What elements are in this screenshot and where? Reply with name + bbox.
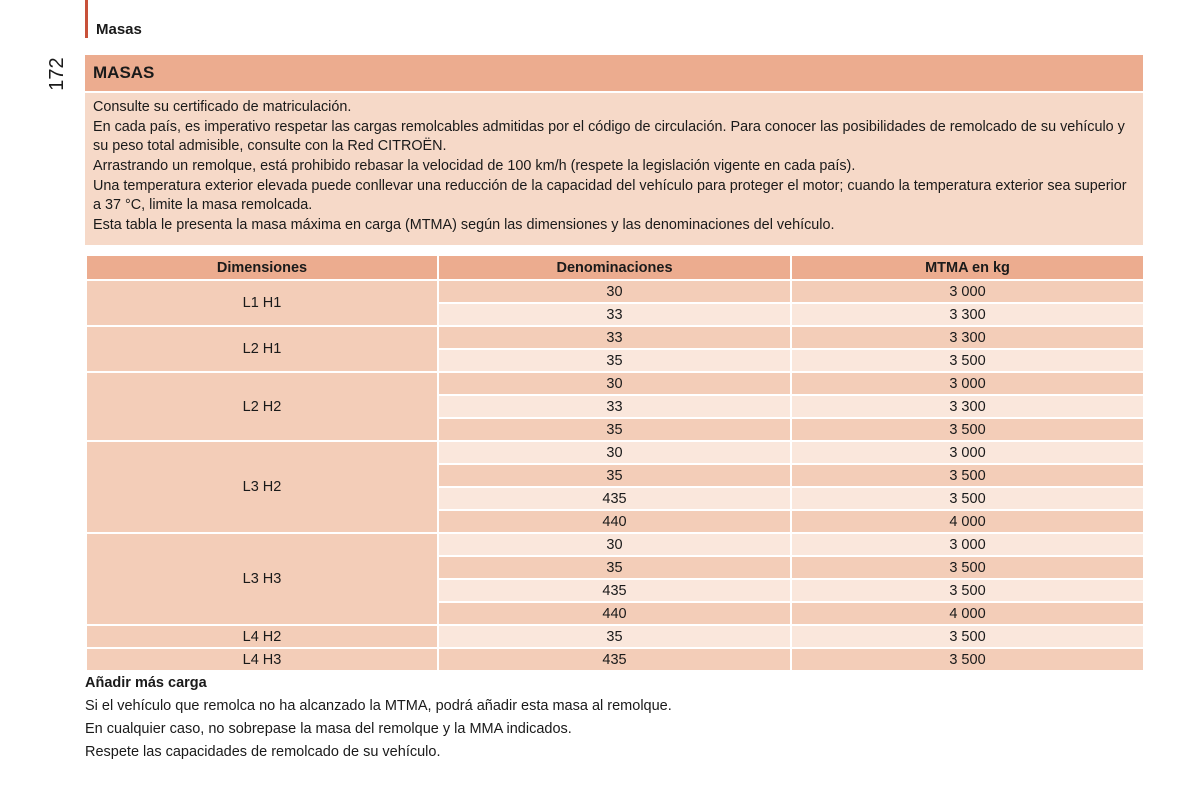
- dimension-cell: L1 H1: [86, 280, 438, 326]
- denomination-cell: 440: [438, 602, 791, 625]
- table-row: [86, 648, 1144, 671]
- table-header-row: [86, 255, 1144, 280]
- intro-paragraph: Consulte su certificado de matriculación.: [93, 99, 352, 115]
- dimension-cell: L3 H2: [86, 441, 438, 533]
- table-body: [86, 280, 1144, 671]
- column-header-dimensiones: Dimensiones: [86, 255, 438, 280]
- denomination-cell: 435: [438, 579, 791, 602]
- mass-table: [85, 254, 1145, 672]
- mtma-cell: 3 300: [791, 326, 1144, 349]
- mtma-cell: 3 500: [791, 487, 1144, 510]
- mtma-cell: 3 500: [791, 556, 1144, 579]
- dimension-cell: L3 H3: [86, 533, 438, 625]
- denomination-cell: 435: [438, 648, 791, 671]
- intro-paragraph: Arrastrando un remolque, está prohibido rebasar la velocidad de 100 km/h (respete la legislación vigente en cada país).: [93, 158, 856, 174]
- page-number: 172: [45, 57, 68, 91]
- mtma-cell: 3 500: [791, 464, 1144, 487]
- column-header-mtma: MTMA en kg: [791, 255, 1144, 280]
- table-row: [86, 372, 1144, 395]
- table-row: [86, 533, 1144, 556]
- mtma-cell: 3 500: [791, 418, 1144, 441]
- denomination-cell: 35: [438, 464, 791, 487]
- mtma-cell: 4 000: [791, 602, 1144, 625]
- table-row: [86, 280, 1144, 303]
- denomination-cell: 35: [438, 625, 791, 648]
- intro-title: MASAS: [85, 55, 1143, 93]
- table-row: [86, 441, 1144, 464]
- notes-title: Añadir más carga: [85, 675, 207, 691]
- dimension-cell: L4 H3: [86, 648, 438, 671]
- denomination-cell: 33: [438, 395, 791, 418]
- denomination-cell: 33: [438, 303, 791, 326]
- dimension-cell: L2 H1: [86, 326, 438, 372]
- notes-line: En cualquier caso, no sobrepase la masa del remolque y la MMA indicados.: [85, 721, 572, 737]
- intro-paragraph: Una temperatura exterior elevada puede conllevar una reducción de la capacidad del vehículo para proteger el motor; cuando la temperatura exterior sea superior a 37 °C, limite la masa remolcada.: [93, 178, 1127, 213]
- dimension-cell: L2 H2: [86, 372, 438, 441]
- notes-line: Si el vehículo que remolca no ha alcanzado la MTMA, podrá añadir esta masa al remolque.: [85, 698, 672, 714]
- dimension-cell: L4 H2: [86, 625, 438, 648]
- denomination-cell: 35: [438, 556, 791, 579]
- mtma-cell: 4 000: [791, 510, 1144, 533]
- table-row: [86, 625, 1144, 648]
- mtma-cell: 3 000: [791, 533, 1144, 556]
- denomination-cell: 30: [438, 372, 791, 395]
- column-header-denominaciones: Denominaciones: [438, 255, 791, 280]
- denomination-cell: 30: [438, 280, 791, 303]
- denomination-cell: 30: [438, 441, 791, 464]
- denomination-cell: 440: [438, 510, 791, 533]
- mtma-cell: 3 500: [791, 349, 1144, 372]
- intro-paragraph: Esta tabla le presenta la masa máxima en carga (MTMA) según las dimensiones y las denominaciones del vehículo.: [93, 217, 835, 233]
- denomination-cell: 33: [438, 326, 791, 349]
- denomination-cell: 35: [438, 349, 791, 372]
- mtma-cell: 3 500: [791, 625, 1144, 648]
- mtma-cell: 3 000: [791, 372, 1144, 395]
- table-row: [86, 326, 1144, 349]
- mtma-cell: 3 000: [791, 280, 1144, 303]
- denomination-cell: 435: [438, 487, 791, 510]
- mtma-cell: 3 500: [791, 579, 1144, 602]
- mtma-cell: 3 000: [791, 441, 1144, 464]
- intro-panel: [85, 55, 1143, 245]
- denomination-cell: 35: [438, 418, 791, 441]
- mtma-cell: 3 500: [791, 648, 1144, 671]
- section-header: Masas: [96, 21, 142, 38]
- denomination-cell: 30: [438, 533, 791, 556]
- mtma-cell: 3 300: [791, 303, 1144, 326]
- intro-body: [85, 93, 1143, 235]
- notes-section: [85, 674, 1143, 766]
- mtma-cell: 3 300: [791, 395, 1144, 418]
- notes-line: Respete las capacidades de remolcado de su vehículo.: [85, 744, 441, 760]
- section-accent-bar: [85, 0, 88, 38]
- intro-paragraph: En cada país, es imperativo respetar las cargas remolcables admitidas por el código de circulación. Para conocer las posibilidades de remolcado de su vehículo y su peso total admisible, consulte con la Red CITROËN.: [93, 119, 1125, 154]
